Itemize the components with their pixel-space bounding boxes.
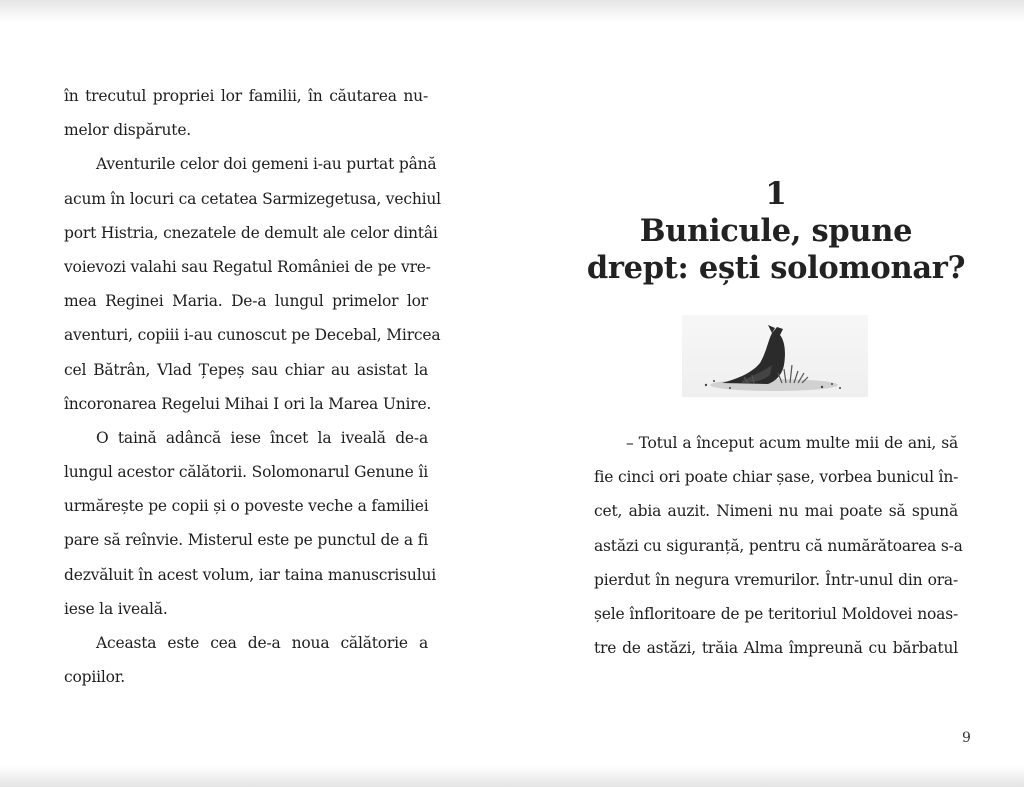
text-line: aventuri, copiii i-au cunoscut pe Decebal, Mircea: [64, 326, 441, 345]
text-line: astăzi cu siguranță, pentru că numărătoarea s-a: [594, 536, 963, 555]
text-line: fie cinci ori poate chiar șase, vorbea bunicul în-: [594, 468, 959, 487]
chapter-number: 1: [765, 176, 787, 212]
text-line: acum în locuri ca cetatea Sarmizegetusa, vechiul: [64, 189, 441, 208]
page-bottom-shadow: [0, 765, 1024, 787]
chapter-title-line: drept: ești solomonar?: [586, 250, 966, 286]
text-line: pare să reînvie. Misterul este pe punctul de a fi: [64, 531, 428, 550]
chapter-title-line: Bunicule, spune: [639, 213, 913, 249]
text-line: copiilor.: [64, 668, 125, 687]
text-line: lungul acestor călătorii. Solomonarul Genune îi: [64, 463, 428, 482]
text-line: melor dispărute.: [64, 121, 192, 140]
text-line: dezvăluit în acest volum, iar taina manuscrisului: [64, 565, 437, 584]
text-line: pierdut în negura vremurilor. Într-unul din ora-: [594, 570, 958, 589]
text-line: O taină adâncă iese încet la iveală de-a: [96, 428, 428, 447]
text-line: iese la iveală.: [64, 599, 168, 618]
text-line: șele înfloritoare de pe teritoriul Moldovei noas-: [594, 604, 958, 623]
text-line: urmărește pe copii și o poveste veche a familiei: [64, 497, 429, 516]
page-number: 9: [962, 730, 971, 746]
left-page-text: [64, 79, 441, 694]
text-line: port Histria, cnezatele de demult ale celor dintâi: [64, 223, 438, 242]
text-line: cet, abia auzit. Nimeni nu mai poate să spună: [594, 502, 958, 521]
text-line: mea Reginei Maria. De-a lungul primelor lor: [64, 292, 428, 311]
raven-on-grass-icon: [682, 315, 868, 397]
text-line: Aceasta este cea de-a noua călătorie a: [96, 634, 428, 652]
text-line: cel Bătrân, Vlad Țepeș sau chiar au asistat la: [64, 360, 428, 379]
page-top-shadow: [0, 0, 1024, 22]
text-line: tre de astăzi, trăia Alma împreună cu bărbatul: [594, 639, 958, 658]
text-line: încoronarea Regelui Mihai I ori la Marea Unire.: [64, 394, 432, 413]
text-line: Aventurile celor doi gemeni i-au purtat până: [96, 155, 437, 174]
right-page-text: [594, 426, 963, 665]
text-line: voievozi valahi sau Regatul României de pe vre-: [64, 257, 431, 276]
text-line: – Totul a început acum multe mii de ani, să: [626, 434, 958, 452]
text-line: în trecutul propriei lor familii, în căutarea nu-: [64, 87, 428, 105]
chapter-heading: [580, 175, 972, 287]
